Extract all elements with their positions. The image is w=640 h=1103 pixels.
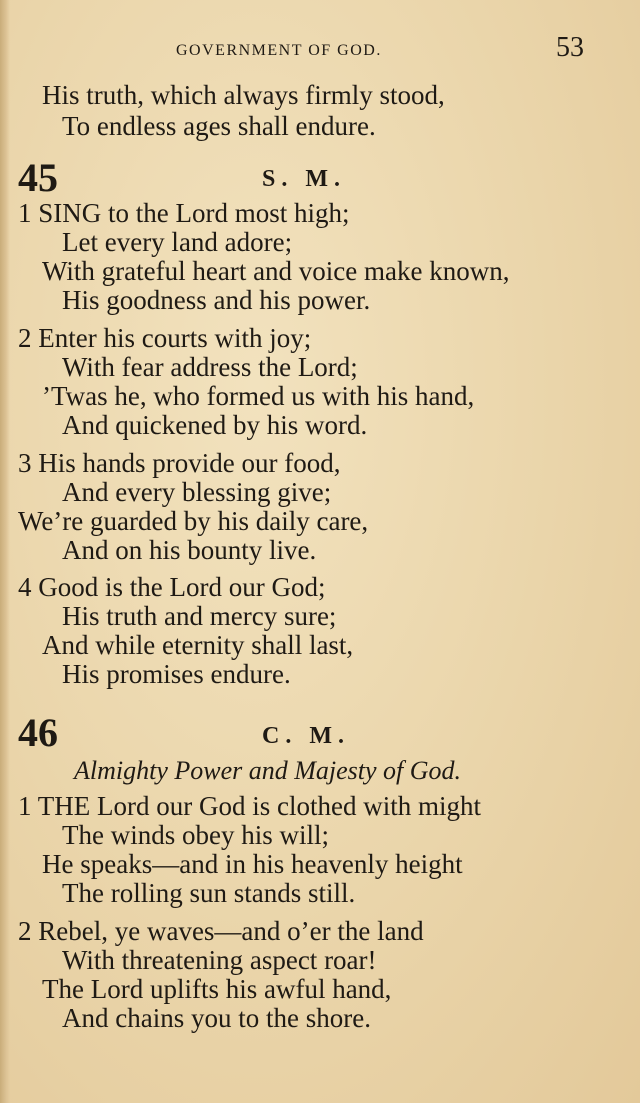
stanza-number: 4 [18,572,32,602]
verse-line: THE Lord our God is clothed with might [37,791,481,821]
hymn-meter: S. M. [262,166,346,192]
verse-line: The rolling sun stands still. [62,878,356,908]
verse-line: With threatening aspect roar! [62,945,377,975]
verse-line: Enter his courts with joy; [38,323,312,353]
verse-line: And every blessing give; [62,477,332,507]
verse-line: And chains you to the shore. [62,1003,371,1033]
verse-line: With fear address the Lord; [62,352,358,382]
verse-line: His hands provide our food, [38,448,341,478]
stanza-first-line [18,918,424,945]
verse-line: And on his bounty live. [62,535,317,565]
page-number: 53 [556,32,584,63]
hymn-meter: C. M. [262,723,350,749]
verse-line: Good is the Lord our God; [38,572,326,602]
hymn-number: 46 [18,710,58,755]
verse-line: His goodness and his power. [62,285,371,315]
stanza-first-line [18,793,481,820]
stanza-first-line [18,574,325,601]
running-title: GOVERNMENT OF GOD. [176,42,382,59]
stanza-first-line [18,450,340,477]
stanza-first-line [18,200,350,227]
stanza-first-line [18,325,311,352]
verse-line: His promises endure. [62,659,291,689]
verse-line: And quickened by his word. [62,410,368,440]
carryover-line: To endless ages shall endure. [62,111,376,141]
verse-line: And while eternity shall last, [42,630,354,660]
verse-line: He speaks—and in his heavenly height [42,849,463,879]
verse-line: The Lord uplifts his awful hand, [42,974,392,1004]
verse-line: ’Twas he, who formed us with his hand, [42,381,475,411]
verse-line: We’re guarded by his daily care, [18,506,369,536]
stanza-number: 1 [18,198,32,228]
stanza-number: 2 [18,323,32,353]
stanza-number: 3 [18,448,32,478]
verse-line: The winds obey his will; [62,820,329,850]
verse-line: Let every land adore; [62,227,293,257]
verse-line: SING to the Lord most high; [38,198,350,228]
verse-line: His truth and mercy sure; [62,601,337,631]
page-gutter-edge [0,0,10,1103]
carryover-line: His truth, which always firmly stood, [42,80,445,110]
verse-line: With grateful heart and voice make known, [42,256,510,286]
hymn-number: 45 [18,155,58,200]
stanza-number: 2 [18,916,32,946]
verse-line: Rebel, ye waves—and o’er the land [38,916,424,946]
stanza-number: 1 [18,791,32,821]
hymn-subtitle: Almighty Power and Majesty of God. [74,756,462,785]
